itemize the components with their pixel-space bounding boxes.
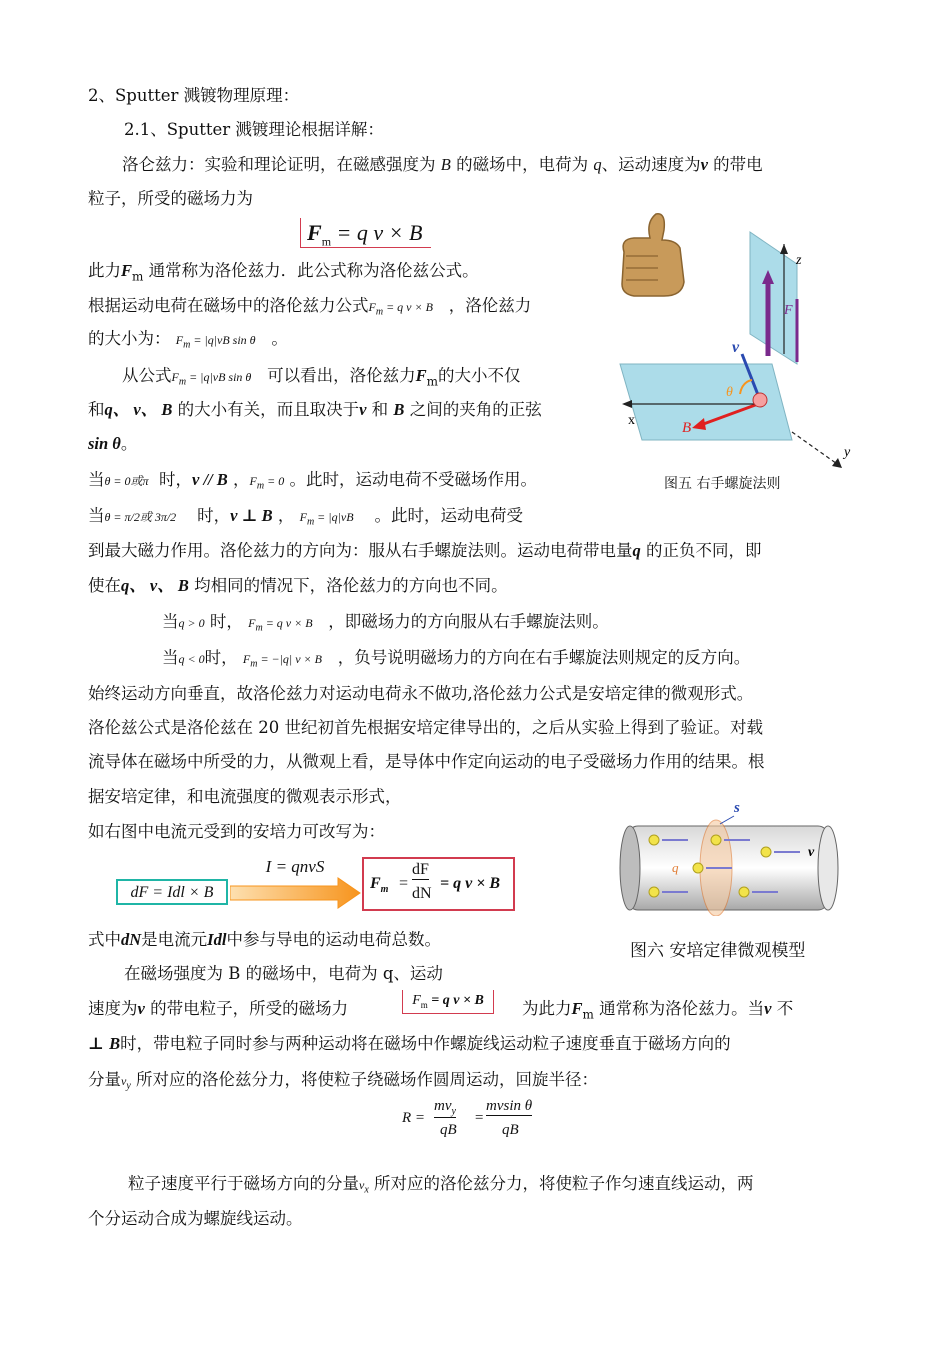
svg-text:θ: θ	[726, 385, 733, 400]
svg-text:B: B	[682, 420, 692, 436]
paragraph-line: 从公式$F_m = |q|vB$ sin θ 可以看出，洛伦兹力$F_m$的大小不仅	[122, 366, 521, 389]
paragraph-line: 当q > 0 时， $F_m = q$ v × B ，即磁场力的方向服从右手螺旋法则。	[162, 612, 609, 634]
ampere-force-box: dF = Idl × B	[116, 879, 228, 905]
lorentz-inline-box: $F_m = q$ v × B	[402, 990, 494, 1014]
paragraph-line: 速度为v 的带电粒子，所受的磁场力	[88, 999, 349, 1018]
lorentz-formula-box: $F_m = q$ v × B	[300, 218, 431, 248]
paragraph-line: 到最大磁力作用。洛伦兹力的方向为：服从右手螺旋法则。运动电荷带电量q 的正负不同，即	[88, 541, 762, 560]
paragraph-line: ⊥ B时，带电粒子同时参与两种运动将在磁场中作螺旋线运动粒子速度垂直于磁场方向的	[88, 1034, 731, 1053]
lorentz-derived-box: $F_m$ = dF dN = q v × B	[362, 857, 515, 911]
section-heading: 2、Sputter 溅镀物理原理：	[88, 86, 300, 105]
svg-text:v: v	[732, 339, 740, 356]
paragraph-line: 当q < 0时， $F_m = -|q|$ v × B ，负号说明磁场力的方向在右手螺旋法则规定的反方向。	[162, 648, 751, 670]
thumbs-up-hand-icon	[622, 214, 684, 296]
paragraph-line: 流导体在磁场中所受的力，从微观上看，是导体中作定向运动的电子受磁场力作用的结果。根	[88, 752, 765, 771]
svg-text:v: v	[808, 845, 815, 860]
paragraph-line: 个分运动合成为螺旋线运动。	[88, 1209, 303, 1228]
paragraph-line: 为此力$F_m$ 通常称为洛伦兹力。当v 不	[522, 999, 794, 1022]
paragraph-line: 始终运动方向垂直，故洛伦兹力对运动电荷永不做功,洛伦兹力公式是安培定律的微观形式。	[88, 684, 754, 703]
paragraph-line: 和q、 v、 B 的大小有关，而且取决于v 和 B 之间的夹角的正弦	[88, 400, 542, 419]
paragraph-line: 此力$F_m$ 通常称为洛伦兹力．此公式称为洛伦兹公式。	[88, 261, 479, 284]
right-hand-rule-figure	[612, 204, 862, 474]
paragraph-line: 当θ = 0或π 时，v // B ，$F_m = 0$ 。此时，运动电荷不受磁场作用。	[88, 470, 537, 492]
paragraph-line: 据安培定律，和电流强度的微观表示形式，	[88, 787, 402, 806]
ampere-micro-model-figure	[616, 796, 842, 916]
paragraph-line: 分量$v_y$ 所对应的洛伦兹分力，将使粒子绕磁场作圆周运动，回旋半径：	[88, 1070, 599, 1092]
paragraph-line: 粒子，所受的磁场力为	[88, 189, 253, 208]
paragraph-line: 洛仑兹力：实验和理论证明，在磁感强度为 B 的磁场中，电荷为 q、运动速度为v 的带电	[122, 155, 763, 174]
svg-text:q: q	[672, 860, 679, 875]
gyration-radius-formula: R = $mv_y$ qB = mvsin θ qB	[402, 1098, 533, 1138]
svg-text:z: z	[796, 253, 802, 268]
paragraph-line: 粒子速度平行于磁场方向的分量$v_x$ 所对应的洛伦兹分力，将使粒子作匀速直线运动，两	[128, 1174, 754, 1196]
paragraph-line: 如右图中电流元受到的安培力可改写为：	[88, 822, 385, 841]
paragraph-line: 使在q、 v、 B 均相同的情况下，洛伦兹力的方向也不同。	[88, 576, 508, 595]
svg-text:x: x	[628, 413, 635, 428]
svg-text:s: s	[734, 800, 740, 816]
paragraph-line: 洛伦兹公式是洛伦兹在 20 世纪初首先根据安培定律导出的，之后从实验上得到了验证。对载	[88, 718, 763, 737]
figure5-caption: 图五 右手螺旋法则	[664, 476, 781, 492]
paragraph-line: 在磁场强度为 B 的磁场中，电荷为 q、运动	[124, 964, 443, 983]
paragraph-line: 式中dN是电流元Idl中参与导电的运动电荷总数。	[88, 930, 441, 949]
paragraph-line: 根据运动电荷在磁场中的洛伦兹力公式$F_m = q$ v × B ，洛伦兹力	[88, 296, 532, 318]
svg-text:F: F	[784, 303, 793, 318]
subsection-heading: 2.1、Sputter 溅镀理论根据详解：	[124, 120, 384, 139]
paragraph-line: sin θ。	[88, 434, 138, 453]
paragraph-line: 当θ = π/2或 3π/2 时，v ⊥ B ， $F_m = |q|vB$ 。此时，运动电荷受	[88, 506, 524, 528]
figure6-caption: 图六 安培定律微观模型	[630, 941, 806, 961]
current-density-label: I = qnvS	[265, 857, 325, 876]
svg-text:y: y	[844, 445, 851, 460]
paragraph-line: 的大小为： $F_m = |q|vB$ sin θ 。	[88, 329, 288, 351]
transform-arrow-icon	[230, 876, 362, 910]
